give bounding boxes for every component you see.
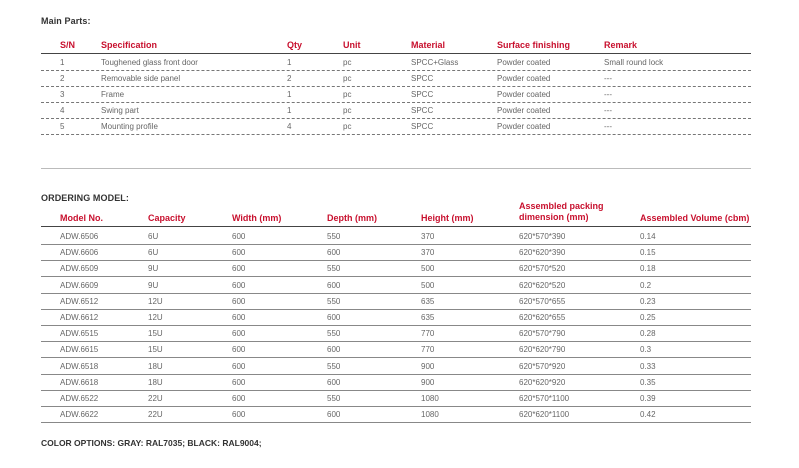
main-parts-cell-specification: Frame (101, 90, 125, 99)
main-parts-header-sn: S/N (60, 40, 76, 50)
main-parts-cell-unit: pc (343, 58, 352, 67)
ordering-row-rule (41, 260, 751, 261)
main-parts-cell-remark: --- (604, 122, 612, 131)
ordering-cell-height: 770 (421, 329, 435, 338)
ordering-cell-volume: 0.18 (640, 264, 656, 273)
ordering-row-rule (41, 422, 751, 423)
main-parts-cell-sn: 3 (60, 90, 65, 99)
ordering-cell-volume: 0.2 (640, 281, 652, 290)
main-parts-cell-specification: Removable side panel (101, 74, 181, 83)
ordering-cell-packing-dimension: 620*570*520 (519, 264, 566, 273)
ordering-cell-model-no: ADW.6509 (60, 264, 99, 273)
ordering-cell-depth: 600 (327, 313, 341, 322)
ordering-header-packing-line1: Assembled packing (519, 201, 604, 211)
ordering-cell-width: 600 (232, 345, 246, 354)
ordering-cell-width: 600 (232, 281, 246, 290)
main-parts-header-rule (41, 53, 751, 54)
ordering-cell-height: 500 (421, 264, 435, 273)
main-parts-cell-surface-finishing: Powder coated (497, 106, 551, 115)
ordering-cell-capacity: 6U (148, 232, 159, 241)
main-parts-cell-unit: pc (343, 122, 352, 131)
ordering-cell-capacity: 6U (148, 248, 159, 257)
ordering-cell-width: 600 (232, 297, 246, 306)
ordering-cell-volume: 0.25 (640, 313, 656, 322)
main-parts-cell-material: SPCC (411, 90, 434, 99)
ordering-cell-model-no: ADW.6615 (60, 345, 99, 354)
ordering-cell-capacity: 18U (148, 362, 163, 371)
main-parts-cell-specification: Swing part (101, 106, 139, 115)
ordering-cell-volume: 0.14 (640, 232, 656, 241)
ordering-cell-capacity: 15U (148, 329, 163, 338)
ordering-cell-packing-dimension: 620*570*920 (519, 362, 566, 371)
ordering-cell-height: 900 (421, 362, 435, 371)
main-parts-row-rule (41, 134, 751, 135)
ordering-cell-depth: 600 (327, 345, 341, 354)
main-parts-header-qty: Qty (287, 40, 303, 50)
ordering-cell-volume: 0.39 (640, 394, 656, 403)
ordering-cell-capacity: 12U (148, 313, 163, 322)
ordering-row-rule (41, 374, 751, 375)
ordering-row-rule (41, 309, 751, 310)
ordering-cell-model-no: ADW.6606 (60, 248, 99, 257)
ordering-cell-volume: 0.35 (640, 378, 656, 387)
main-parts-cell-remark: --- (604, 74, 612, 83)
ordering-cell-height: 1080 (421, 410, 439, 419)
ordering-row-rule (41, 406, 751, 407)
main-parts-cell-sn: 4 (60, 106, 65, 115)
ordering-cell-capacity: 22U (148, 410, 163, 419)
ordering-cell-packing-dimension: 620*570*1100 (519, 394, 570, 403)
ordering-cell-height: 635 (421, 313, 435, 322)
main-parts-cell-material: SPCC (411, 122, 434, 131)
ordering-cell-height: 900 (421, 378, 435, 387)
ordering-cell-depth: 600 (327, 410, 341, 419)
ordering-cell-volume: 0.28 (640, 329, 656, 338)
ordering-cell-depth: 550 (327, 264, 341, 273)
ordering-cell-packing-dimension: 620*620*920 (519, 378, 566, 387)
main-parts-header-specification: Specification (101, 40, 158, 50)
ordering-model-title: ORDERING MODEL: (41, 193, 129, 203)
ordering-cell-volume: 0.23 (640, 297, 656, 306)
ordering-cell-width: 600 (232, 410, 246, 419)
ordering-header-height: Height (mm) (421, 213, 474, 223)
main-parts-cell-sn: 2 (60, 74, 65, 83)
ordering-cell-height: 370 (421, 248, 435, 257)
ordering-cell-capacity: 9U (148, 281, 159, 290)
main-parts-header-material: Material (411, 40, 446, 50)
ordering-cell-capacity: 22U (148, 394, 163, 403)
ordering-cell-depth: 550 (327, 297, 341, 306)
ordering-cell-depth: 600 (327, 248, 341, 257)
main-parts-cell-remark: Small round lock (604, 58, 664, 67)
main-parts-cell-unit: pc (343, 74, 352, 83)
ordering-cell-width: 600 (232, 378, 246, 387)
ordering-cell-width: 600 (232, 248, 246, 257)
main-parts-cell-qty: 1 (287, 58, 292, 67)
ordering-cell-packing-dimension: 620*620*520 (519, 281, 566, 290)
main-parts-cell-qty: 4 (287, 122, 292, 131)
ordering-cell-packing-dimension: 620*620*390 (519, 248, 566, 257)
main-parts-row-rule (41, 70, 751, 71)
main-parts-cell-unit: pc (343, 90, 352, 99)
ordering-cell-depth: 550 (327, 232, 341, 241)
ordering-cell-volume: 0.33 (640, 362, 656, 371)
ordering-cell-volume: 0.3 (640, 345, 652, 354)
main-parts-cell-surface-finishing: Powder coated (497, 74, 551, 83)
ordering-row-rule (41, 341, 751, 342)
ordering-cell-model-no: ADW.6506 (60, 232, 99, 241)
main-parts-cell-surface-finishing: Powder coated (497, 58, 551, 67)
ordering-cell-depth: 550 (327, 362, 341, 371)
ordering-cell-model-no: ADW.6518 (60, 362, 99, 371)
ordering-row-rule (41, 293, 751, 294)
ordering-cell-model-no: ADW.6622 (60, 410, 99, 419)
ordering-cell-model-no: ADW.6515 (60, 329, 99, 338)
ordering-header-model-no: Model No. (60, 213, 103, 223)
ordering-cell-packing-dimension: 620*570*655 (519, 297, 566, 306)
ordering-header-volume: Assembled Volume (cbm) (640, 213, 750, 223)
ordering-header-packing-line2: dimension (mm) (519, 212, 589, 222)
ordering-cell-model-no: ADW.6512 (60, 297, 99, 306)
ordering-cell-height: 370 (421, 232, 435, 241)
ordering-cell-height: 500 (421, 281, 435, 290)
main-parts-cell-unit: pc (343, 106, 352, 115)
main-parts-header-surface-finishing: Surface finishing (497, 40, 571, 50)
ordering-cell-depth: 550 (327, 394, 341, 403)
ordering-cell-packing-dimension: 620*570*390 (519, 232, 566, 241)
main-parts-cell-sn: 5 (60, 122, 65, 131)
ordering-cell-model-no: ADW.6609 (60, 281, 99, 290)
main-parts-cell-material: SPCC+Glass (411, 58, 459, 67)
ordering-cell-volume: 0.15 (640, 248, 656, 257)
ordering-cell-width: 600 (232, 232, 246, 241)
ordering-cell-capacity: 12U (148, 297, 163, 306)
ordering-cell-height: 1080 (421, 394, 439, 403)
ordering-cell-capacity: 18U (148, 378, 163, 387)
ordering-header-rule (41, 226, 751, 227)
ordering-row-rule (41, 276, 751, 277)
ordering-row-rule (41, 390, 751, 391)
ordering-cell-model-no: ADW.6612 (60, 313, 99, 322)
ordering-cell-packing-dimension: 620*620*1100 (519, 410, 570, 419)
main-parts-cell-surface-finishing: Powder coated (497, 90, 551, 99)
main-parts-row-rule (41, 102, 751, 103)
main-parts-row-rule (41, 86, 751, 87)
main-parts-cell-specification: Toughened glass front door (101, 58, 198, 67)
ordering-row-rule (41, 357, 751, 358)
ordering-cell-width: 600 (232, 362, 246, 371)
main-parts-title: Main Parts: (41, 16, 91, 26)
ordering-cell-height: 770 (421, 345, 435, 354)
main-parts-cell-remark: --- (604, 90, 612, 99)
ordering-cell-model-no: ADW.6618 (60, 378, 99, 387)
main-parts-cell-material: SPCC (411, 106, 434, 115)
main-parts-cell-qty: 1 (287, 106, 292, 115)
ordering-cell-capacity: 9U (148, 264, 159, 273)
main-parts-row-rule (41, 118, 751, 119)
main-parts-cell-surface-finishing: Powder coated (497, 122, 551, 131)
main-parts-cell-sn: 1 (60, 58, 65, 67)
ordering-header-depth: Depth (mm) (327, 213, 377, 223)
ordering-cell-width: 600 (232, 329, 246, 338)
ordering-cell-volume: 0.42 (640, 410, 656, 419)
color-options: COLOR OPTIONS: GRAY: RAL7035; BLACK: RAL9004; (41, 438, 262, 448)
main-parts-cell-material: SPCC (411, 74, 434, 83)
ordering-cell-packing-dimension: 620*570*790 (519, 329, 566, 338)
ordering-cell-packing-dimension: 620*620*655 (519, 313, 566, 322)
main-parts-cell-remark: --- (604, 106, 612, 115)
ordering-header-width: Width (mm) (232, 213, 282, 223)
ordering-cell-width: 600 (232, 313, 246, 322)
ordering-cell-depth: 600 (327, 281, 341, 290)
section-separator (41, 168, 751, 169)
main-parts-cell-qty: 1 (287, 90, 292, 99)
ordering-row-rule (41, 325, 751, 326)
ordering-header-capacity: Capacity (148, 213, 186, 223)
ordering-cell-depth: 600 (327, 378, 341, 387)
ordering-cell-height: 635 (421, 297, 435, 306)
ordering-cell-packing-dimension: 620*620*790 (519, 345, 566, 354)
ordering-row-rule (41, 244, 751, 245)
main-parts-header-unit: Unit (343, 40, 361, 50)
ordering-cell-model-no: ADW.6522 (60, 394, 99, 403)
main-parts-cell-qty: 2 (287, 74, 292, 83)
ordering-cell-width: 600 (232, 394, 246, 403)
main-parts-header-remark: Remark (604, 40, 638, 50)
main-parts-cell-specification: Mounting profile (101, 122, 158, 131)
ordering-cell-capacity: 15U (148, 345, 163, 354)
ordering-cell-depth: 550 (327, 329, 341, 338)
ordering-cell-width: 600 (232, 264, 246, 273)
